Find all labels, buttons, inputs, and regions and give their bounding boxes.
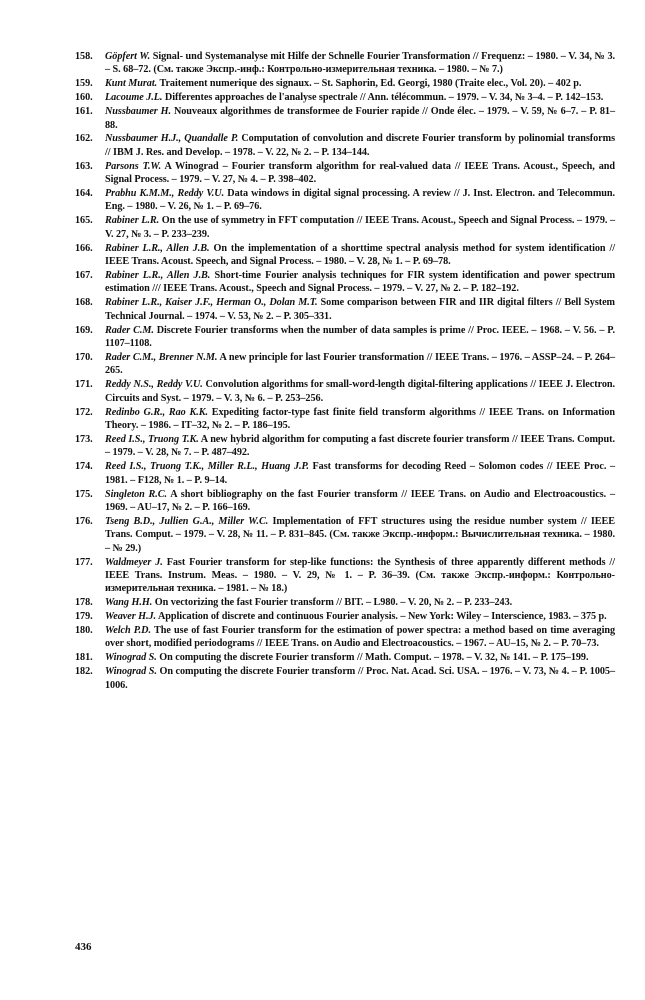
reference-number: 168. [75,297,93,309]
reference-authors: Rader C.M., Brenner N.M. [105,351,218,363]
reference-item [75,596,615,609]
reference-text: Traitement numerique des signaux. – St. Saphorin, Ed. Georgi, 1980 (Traite elec., Vol. 20). – 402 p. [159,78,582,90]
reference-item [75,50,615,77]
reference-number: 178. [75,597,93,609]
reference-text: On computing the discrete Fourier transform // Math. Comput. – 1978. – V. 32, № 141. – P. 175–199. [159,652,589,664]
reference-item [75,665,615,692]
reference-text: Data windows in digital signal processing. A review // J. Inst. Electron. and Telecommun. Eng. – 1980. – V. 26, № 1. – P. 69–76. [105,188,616,213]
reference-number: 158. [75,51,93,62]
reference-authors: Rader C.M. [105,324,154,336]
reference-number: 165. [75,215,93,227]
reference-number: 166. [75,242,93,254]
reference-authors: Nussbaumer H.J., Quandalle P. [105,133,239,145]
reference-text: Discrete Fourier transforms when the number of data samples is prime // Proc. IEEE. – 1968. – V. 56. – P. 1107–1108. [105,324,615,350]
reference-number: 172. [75,406,93,418]
reference-item [75,187,615,214]
reference-text: A new principle for last Fourier transformation // IEEE Trans. – 1976. – ASSP–24. – P. 264–265. [105,351,615,377]
reference-item [75,160,615,187]
reference-number: 163. [75,160,93,172]
reference-number: 167. [75,270,93,281]
reference-number: 162. [75,133,93,145]
reference-list [75,50,615,693]
reference-item [75,556,615,596]
reference-authors: Rabiner L.R. [105,215,160,227]
reference-item [75,296,615,323]
reference-number: 170. [75,351,93,363]
reference-authors: Waldmeyer J. [105,556,163,568]
reference-authors: Winograd S. [105,652,157,664]
reference-item [75,651,615,664]
reference-text: On the implementation of a shorttime spectral analysis method for system identification // IEEE Trans. Acoust. Speech, and Signal Process. – 1980. – V. 28, № 1. – P. 69–78. [105,242,616,268]
reference-authors: Kunt Murat. [105,78,158,90]
reference-item [75,515,615,555]
reference-text: Computation of convolution and discrete Fourier transform by polinomial transforms // IBM J. Res. and Develop. – 1978. – V. 22, № 2. – P. 134–144. [105,133,615,158]
reference-authors: Göpfert W. [105,51,151,62]
reference-text: Nouveaux algorithmes de transformee de Fourier rapide // Onde élec. – 1979. – V. 59, № 6–7. – P. 81–88. [105,106,615,131]
reference-number: 179. [75,611,93,623]
reference-item [75,132,615,159]
reference-authors: Rabiner L.R., Allen J.B. [105,270,211,281]
reference-authors: Reed I.S., Truong T.K., Miller R.L., Huang J.P. [105,461,309,473]
reference-item [75,242,615,269]
reference-text: Some comparison between FIR and IIR digital filters // Bell System Technical Journal. – 1974. – V. 53, № 2. – P. 305–331. [105,297,615,322]
reference-text: A short bibliography on the fast Fourier transform // IEEE Trans. on Audio and Electroacoustics. – 1969. – AU–17, № 2. – P. 166–169. [105,488,616,513]
reference-authors: Nussbaumer H. [105,106,172,118]
reference-text: A new hybrid algorithm for computing a fast discrete fourier transform // IEEE Trans. Comput. – 1979. – V. 28, № 7. – P. 487–492. [105,433,616,459]
reference-item [75,488,615,515]
reference-number: 161. [75,106,93,118]
reference-number: 160. [75,92,93,104]
page-number: 436 [75,941,92,953]
reference-item [75,351,615,378]
reference-text: A Winograd – Fourier transform algorithm for real-valued data // IEEE Trans. Acoust., Speech, and Signal Process. – 1979. – V. 27, № 4. – P. 398–402. [105,160,615,186]
reference-text: On computing the discrete Fourier transform // Proc. Nat. Acad. Sci. USA. – 1976. – V. 73, № 4. – P. 1005–1006. [105,666,616,691]
reference-number: 174. [75,461,93,473]
reference-authors: Singleton R.C. [105,488,168,500]
reference-number: 175. [75,488,93,500]
reference-item [75,378,615,405]
reference-item [75,91,615,104]
reference-authors: Prabhu K.M.M., Reddy V.U. [105,188,225,200]
reference-number: 159. [75,78,93,90]
reference-number: 169. [75,324,93,336]
reference-authors: Wang H.H. [105,597,153,609]
reference-item [75,460,615,487]
reference-item [75,105,615,132]
reference-number: 181. [75,652,93,664]
reference-authors: Rabiner L.R., Allen J.B. [105,242,210,254]
reference-text: Fast transforms for decoding Reed – Solomon codes // IEEE Proc. – 1981. – F128, № 1. – P. 9–14. [105,461,615,486]
reference-number: 171. [75,379,93,391]
reference-authors: Lacoume J.L. [105,92,163,104]
reference-text: Signal- und Systemanalyse mit Hilfe der Schnelle Fourier Transformation // Frequenz: – 1980. – V. 34, № 3. – S. 68–72. (См. также Экспр.-инф.: Контрольно-измерительная техника. – 1980. – № 7.) [105,51,615,76]
reference-number: 164. [75,188,93,200]
reference-authors: Winograd S. [105,666,157,678]
reference-text: Fast Fourier transform for step-like functions: the Synthesis of three apparently different methods // IEEE Trans. Instrum. Meas. – 1980. – V. 29, № 1. – P. 36–39. (См. также Экспр.-информ.: Контрольно-измерительная техника. – 1981. – № 18.) [105,556,615,595]
reference-authors: Weaver H.J. [105,611,157,623]
reference-authors: Tseng B.D., Jullien G.A., Miller W.C. [105,515,269,527]
reference-text: On the use of symmetry in FFT computation // IEEE Trans. Acoust., Speech and Signal Process. – 1979. – V. 27, № 3. – P. 233–239. [105,215,616,240]
reference-authors: Reed I.S., Truong T.K. [105,433,199,445]
reference-text: The use of fast Fourier transform for the estimation of power spectra: a method based on time averaging over short, modified periodograms // IEEE Trans. on Audio and Electroacoustics. – 1967. – AU–15, № 2. – P. 70–73. [105,625,616,650]
reference-number: 173. [75,433,93,445]
reference-authors: Rabiner L.R., Kaiser J.F., Herman O., Dolan M.T. [105,297,318,309]
reference-number: 177. [75,556,93,568]
reference-item [75,624,615,651]
reference-item [75,77,615,90]
reference-text: Implementation of FFT structures using the residue number system // IEEE Trans. Comput. – 1979. – V. 28, № 11. – P. 831–845. (См. также Экспр.-информ.: Вычислительная техника. – 1980. – № 29.) [105,515,615,554]
reference-authors: Welch P.D. [105,625,151,637]
reference-number: 182. [75,666,93,678]
reference-text: On vectorizing the fast Fourier transform // BIT. – L980. – V. 20, № 2. – P. 233–243. [154,597,513,609]
reference-text: Differentes approaches de l'analyse spectrale // Ann. télécommun. – 1979. – V. 34, № 3–4. – P. 142–153. [164,92,604,104]
reference-item [75,433,615,460]
reference-item [75,406,615,433]
reference-item [75,610,615,623]
reference-authors: Redinbo G.R., Rao K.K. [105,406,208,418]
reference-text: Convolution algorithms for small-word-length digital-filtering applications // IEEE J. Electron. Circuits and Syst. – 1979. – V. 3, № 6. – P. 253–256. [105,379,616,404]
reference-authors: Reddy N.S., Reddy V.U. [105,379,203,391]
reference-number: 176. [75,515,93,527]
reference-text: Expediting factor-type fast finite field transform algorithms // IEEE Trans. on Information Theory. – 1986. – IT–32, № 2. – P. 186–195. [105,406,615,431]
reference-item [75,214,615,241]
reference-number: 180. [75,625,93,637]
reference-item [75,269,615,296]
reference-item [75,324,615,351]
reference-text: Application of discrete and continuous Fourier analysis. – New York: Wiley – Interscience, 1983. – 375 p. [157,611,607,623]
reference-authors: Parsons T.W. [105,160,162,172]
reference-text: Short-time Fourier analysis techniques for FIR system identification and power spectrum estimation /// IEEE Trans. Acoust., Speech and Signal Process. – 1979. – V. 27, № 2. – P. 182–192. [105,270,616,295]
